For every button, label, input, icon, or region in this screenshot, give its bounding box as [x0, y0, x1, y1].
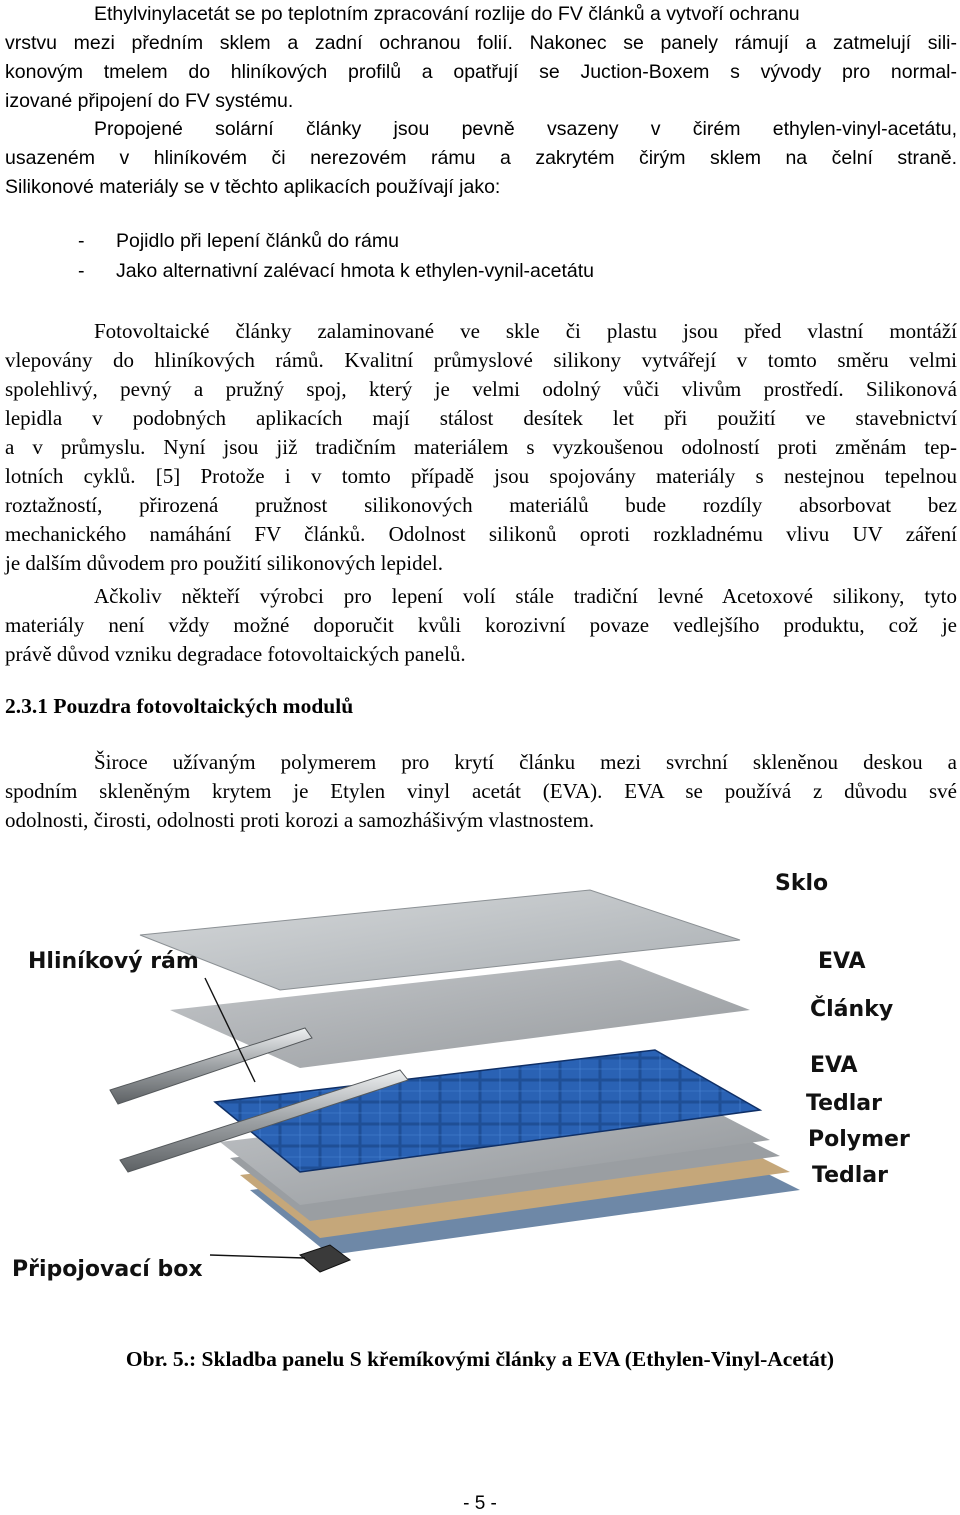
list-item	[78, 230, 399, 253]
paragraph-4	[5, 582, 957, 669]
paragraph-5	[5, 748, 957, 835]
text-line: Ethylvinylacetát se po teplotním zpracování rozlije do FV článků a vytvoří ochranu	[94, 3, 800, 25]
page-number: - 5 -	[463, 1493, 497, 1514]
text-line: spodním skleněným krytem je Etylen vinyl acetát (EVA). EVA se používá z důvodu své	[5, 779, 957, 803]
list-dash: -	[78, 230, 85, 252]
text-line: roztažností, přirozená pružnost silikonových materiálů bude rozdíly absorbovat bez	[5, 493, 957, 517]
list-dash: -	[78, 260, 85, 282]
solar-panel-layers-figure	[0, 860, 960, 1330]
text-line: lotních cyklů. [5] Protože i v tomto případě jsou spojovány materiály s nestejnou tepelnou	[5, 464, 957, 488]
text-line: materiály není vždy možné doporučit kvůli korozivní povaze vedlejšího produktu, což je	[5, 613, 957, 637]
list-item-text: Pojidlo při lepení článků do rámu	[116, 230, 399, 252]
text-line: lepidla v podobných aplikacích mají stálost desítek let při použití ve stavebnictví	[5, 406, 957, 430]
label-eva-2: EVA	[810, 1053, 858, 1078]
label-pripojovaci-box: Připojovací box	[12, 1257, 203, 1282]
text-line: odolnosti, čirosti, odolnosti proti korozi a samozhášivým vlastnostem.	[5, 808, 595, 832]
list-item	[78, 260, 594, 283]
label-eva-1: EVA	[818, 949, 866, 974]
text-line: vrstvu mezi předním sklem a zadní ochranou folií. Nakonec se panely rámují a zatmelují sili-	[5, 32, 957, 54]
list-item-text: Jako alternativní zalévací hmota k ethylen-vynil-acetátu	[116, 260, 594, 282]
text-line: izované připojení do FV systému.	[5, 90, 294, 112]
text-line: spolehlivý, pevný a pružný spoj, který je velmi odolný vůči vlivům prostředí. Silikonová	[5, 377, 957, 401]
label-tedlar-2: Tedlar	[812, 1163, 888, 1188]
label-polymer: Polymer	[808, 1127, 910, 1152]
text-line: vlepovány do hliníkových rámů. Kvalitní průmyslové silikony vytvářejí v tomto směru velmi	[5, 348, 957, 372]
text-line: usazeném v hliníkovém či nerezovém rámu a zakrytém čirým sklem na čelní straně.	[5, 147, 957, 169]
text-line: Silikonové materiály se v těchto aplikacích používají jako:	[5, 176, 501, 198]
label-clanky: Články	[810, 997, 894, 1022]
text-line: Široce užívaným polymerem pro krytí článku mezi svrchní skleněnou deskou a	[94, 750, 957, 774]
figure-caption: Obr. 5.: Skladba panelu S křemíkovými články a EVA (Ethylen-Vinyl-Acetát)	[125, 1347, 835, 1371]
aluminum-frame-rail-left	[110, 1028, 312, 1104]
text-line: mechanického namáhání FV článků. Odolnost silikonů oproti rozkladnému vlivu UV záření	[5, 522, 957, 546]
leader-line	[210, 1255, 305, 1258]
paragraph-1	[5, 0, 957, 116]
label-sklo: Sklo	[775, 871, 829, 896]
text-line: konovým tmelem do hliníkových profilů a opatřují se Juction-Boxem s vývody pro normal-	[5, 61, 957, 83]
label-tedlar-1: Tedlar	[806, 1091, 882, 1116]
text-line: Propojené solární články jsou pevně vsazeny v čirém ethylen-vinyl-acetátu,	[94, 118, 957, 140]
text-line: a v průmyslu. Nyní jsou již tradičním materiálem s vyzkoušenou odolností proti změnám tep-	[5, 435, 957, 459]
label-hlinikovy-ram: Hliníkový rám	[28, 949, 199, 974]
text-line: Fotovoltaické články zalaminované ve skle či plastu jsou před vlastní montáží	[94, 319, 957, 343]
text-line: právě důvod vzniku degradace fotovoltaických panelů.	[5, 642, 466, 666]
text-line: je dalším důvodem pro použití silikonových lepidel.	[5, 551, 444, 575]
text-line: Ačkoliv někteří výrobci pro lepení volí stále tradiční levné Acetoxové silikony, tyto	[94, 584, 957, 608]
paragraph-2	[5, 115, 957, 202]
paragraph-3	[5, 317, 957, 578]
section-heading: 2.3.1 Pouzdra fotovoltaických modulů	[5, 694, 354, 718]
